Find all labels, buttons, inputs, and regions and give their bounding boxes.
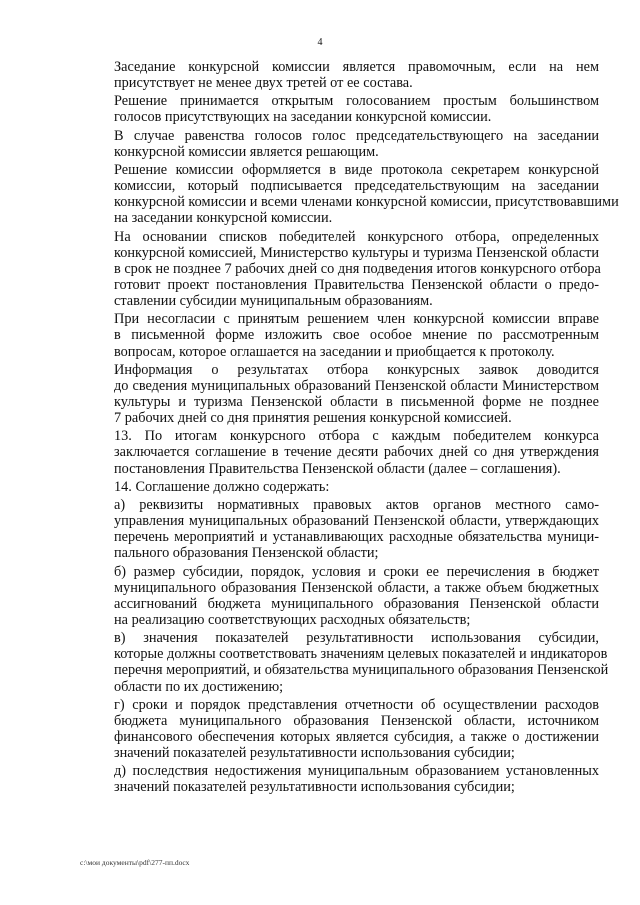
text-line: конкурсной комиссией, Министерство культуры и туризма Пензенской области [114,244,599,261]
text-line: в) значения показателей результативности использования субсидии, [114,630,599,647]
text-line: на реализацию соответствующих расходных обязательств; [114,611,471,628]
text-line: На основании списков победителей конкурсного отбора, определенных [114,228,599,245]
text-line: значений показателей результативности использования субсидии; [114,779,515,796]
text-line: постановления Правительства Пензенской области (далее – соглашения). [114,460,561,477]
text-line: в срок не позднее 7 рабочих дней со дня подведения итогов конкурсного отбора [114,260,601,277]
paragraph [80,428,599,476]
paragraph [80,630,609,695]
text-line: Решение принимается открытым голосованием простым большинством [114,93,599,110]
text-line: ассигнований бюджета муниципального образования Пензенской области [114,595,599,612]
paragraph [80,229,599,309]
paragraph [80,479,599,495]
text-line: комиссии, который подписывается председательствующим на заседании [114,178,599,195]
text-line: муниципального образования Пензенской области, а также объем бюджетных [114,579,599,596]
text-line: 7 рабочих дней со дня принятия решения конкурсной комиссией. [114,410,512,427]
paragraph [80,128,599,160]
text-line: голосов присутствующих на заседании конкурсной комиссии. [114,109,492,126]
text-line: культуры и туризма Пензенской области в письменной форме не позднее [114,394,599,410]
text-line: готовит проект постановления Правительства Пензенской области о предо- [114,276,599,293]
text-line: присутствует не менее двух третей от ее состава. [114,75,413,92]
text-line: Заседание конкурсной комиссии является правомочным, если на нем [114,59,599,75]
page-number: 4 [317,37,323,48]
text-line: пального образования Пензенской области; [114,545,379,562]
text-line: При несогласии с принятым решением член конкурсной комиссии вправе [114,311,599,328]
document-body [80,59,619,798]
paragraph [80,697,599,761]
text-line: б) размер субсидии, порядок, условия и сроки ее перечисления в бюджет [114,563,599,580]
paragraph [80,763,599,795]
footer-file-path: c:\мои документы\pdf\277-пп.docx [80,858,190,867]
text-line: заключается соглашение в течение десяти рабочих дней со дня утверждения [114,444,599,461]
text-line: конкурсной комиссии является решающим. [114,143,379,160]
text-line: конкурсной комиссии и всеми членами конкурсной комиссии, присутствовавшими [114,194,619,211]
paragraph [80,362,599,426]
text-line: а) реквизиты нормативных правовых актов органов местного само- [114,497,599,514]
text-line: д) последствия недостижения муниципальным образованием установленных [114,763,599,780]
paragraph [80,59,599,91]
paragraph [80,311,599,359]
paragraph [80,93,599,125]
paragraph [80,564,599,628]
text-line: управления муниципальных образований Пензенской области, утверждающих [114,513,599,530]
text-line: вопросам, которое оглашается на заседании и приобщается к протоколу. [114,343,555,360]
text-line: г) сроки и порядок представления отчетности об осуществлении расходов [114,696,599,713]
text-line: которые должны соответствовать значениям целевых показателей и индикаторов [114,646,608,663]
text-line: бюджета муниципального образования Пензенской области, источником [114,712,599,729]
text-line: ставлении субсидии муниципальным образованиям. [114,293,433,310]
text-line: значений показателей результативности использования субсидии; [114,745,515,762]
text-line: области по их достижению; [114,678,284,695]
text-line: 14. Соглашение должно содержать: [114,478,330,495]
text-line: до сведения муниципальных образований Пензенской области Министерством [114,377,599,394]
text-line: В случае равенства голосов голос председательствующего на заседании [114,127,599,144]
text-line: в письменной форме изложить свое особое мнение по рассмотренным [114,327,599,344]
text-line: перечень мероприятий и устанавливающих расходные обязательства муници- [114,529,599,546]
text-line: на заседании конкурсной комиссии. [114,210,333,227]
text-line: перечня мероприятий, и обязательства муниципального образования Пензенской [114,662,609,679]
text-line: Информация о результатах отбора конкурсных заявок доводится [114,361,599,378]
text-line: Решение комиссии оформляется в виде протокола секретарем конкурсной [114,162,599,179]
text-line: финансового обеспечения которых является субсидия, а также о достижении [114,729,599,745]
text-line: 13. По итогам конкурсного отбора с каждым победителем конкурса [114,428,599,445]
paragraph [80,497,599,561]
paragraph [80,162,619,227]
